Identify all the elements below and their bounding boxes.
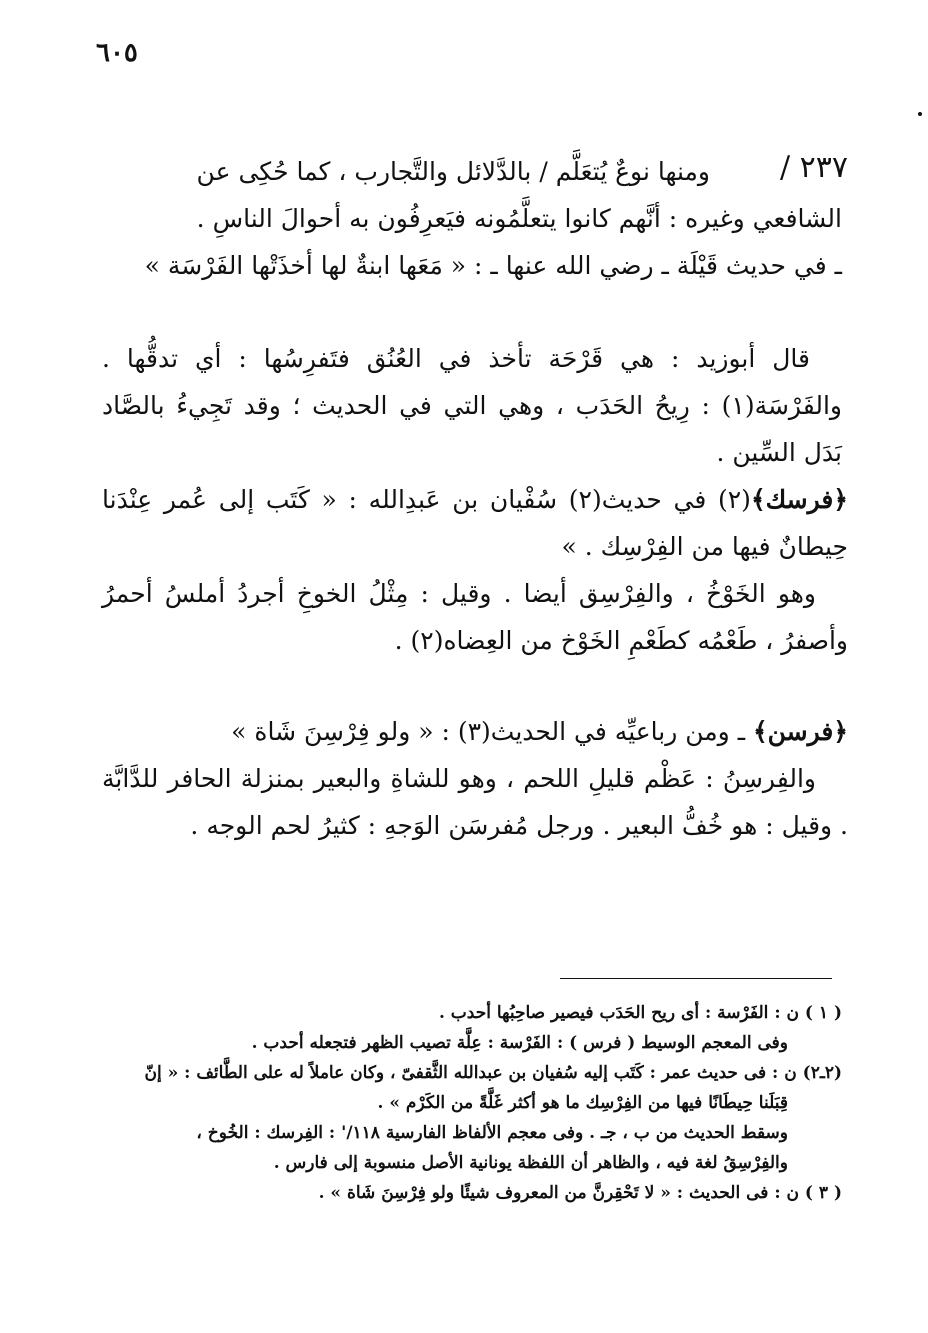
entry-keyword-firsin: ﴿فرسن﴾ bbox=[752, 717, 848, 746]
entry-keyword-firsik: ﴿فرسك﴾ bbox=[750, 485, 848, 514]
paragraph-1-line-1: ومنها نوعٌ يُتعَلَّم / بالدَّلائل والتَّجارب ، كما حُكِى عن bbox=[196, 157, 710, 186]
paragraph-1-continued bbox=[102, 195, 842, 289]
entry-firsin bbox=[102, 708, 848, 849]
paragraph-1 bbox=[102, 148, 742, 195]
paragraph-1-line-2: الشافعي وغيره : أنَّهم كانوا يتعلَّمُونه فيَعرِفُون به أحوالَ الناسِ . bbox=[196, 204, 842, 233]
footnote-2-line-3: وسقط الحديث من ب ، جـ . وفى معجم الألفاظ الفارسية ١١٨/' : الفِرسك : الخُوخ ، bbox=[196, 1123, 788, 1143]
entry-firsik-definition: وهو الخَوْخُ ، والفِرْسِق أيضا . وقيل : مِثْلُ الخوخِ أجردُ أملسُ أحمرُ وأصفرُ ، طَعْمُه كطَعْمِ الخَوْخ من العِضاه(٢) . bbox=[102, 579, 848, 655]
page-number: ٦٠٥ bbox=[96, 38, 138, 68]
footnote-divider bbox=[560, 978, 832, 979]
footnote-1-line-1: ( ١ ) ن : الفَرْسة : أى ريح الحَدَب فيصير صاحِبُها أحدب . bbox=[438, 1003, 842, 1023]
paragraph-2-text: قال أبوزيد : هي قَرْحَة تأخذ في العُنُق فتَفرِسُها : أي تدقُّها . والفَرْسَة(١) : رِيحُ الحَدَب ، وهي التي في الحديث ؛ وقد تَجِيءُ بالصَّاد بَدَل السِّين . bbox=[102, 344, 842, 467]
section-number: ٢٣٧ / bbox=[780, 150, 848, 185]
entry-firsik-hadith: (٢) في حديث(٢) سُفْيان بن عَبدِالله : « كَتَب إلى عُمر عِنْدَنا حِيطانٌ فيها من الفِرْسِك . » bbox=[102, 485, 848, 561]
entry-firsin-definition: والفِرسِنُ : عَظْم قليلِ اللحم ، وهو للشاةِ والبعير بمنزلة الحافر للدَّابَّة . وقيل : هو خُفُّ البعير . ورجل مُفرسَن الوَجهِ : كثيرُ لحم الوجه . bbox=[102, 764, 848, 840]
footnote-3-line-1: ( ٣ ) ن : فى الحديث : « لا تَحْقِرنَّ من المعروف شيئًا ولو فِرْسِنَ شَاة » . bbox=[318, 1183, 842, 1203]
ink-dot bbox=[918, 112, 922, 116]
footnote-1-line-2: وفى المعجم الوسيط ( فرس ) : الفَرْسة : عِلَّة تصيب الظهر فتجعله أحدب . bbox=[251, 1033, 788, 1053]
footnotes bbox=[102, 998, 842, 1208]
paragraph-2 bbox=[102, 335, 842, 476]
paragraph-1-line-3: ـ في حديث قَيْلَة ـ رضي الله عنها ـ : « مَعَها ابنةٌ لها أخذَتْها الفَرْسَة » bbox=[144, 251, 842, 280]
entry-firsik bbox=[102, 476, 848, 664]
footnote-2-line-1: (٢ـ٢) ن : فى حديث عمر : كَتَب إليه سُفيان بن عبدالله الثَّقفىّ ، وكان عاملاً له على الطَّائف : « إنّ bbox=[144, 1063, 842, 1083]
entry-firsin-hadith: ـ ومن رباعيِّه في الحديث(٣) : « ولو فِرْسِنَ شَاة » bbox=[231, 717, 753, 746]
footnote-2-line-2: قِبَلَنا حِيطَانًا فيها من الفِرْسِك ما هو أكثر غَلَّةً من الكَرْم » . bbox=[377, 1093, 788, 1113]
footnote-2-line-4: والفِرْسِقُ لغة فيه ، والظاهر أن اللفظة يونانية الأصل منسوبة إلى فارس . bbox=[273, 1153, 788, 1173]
